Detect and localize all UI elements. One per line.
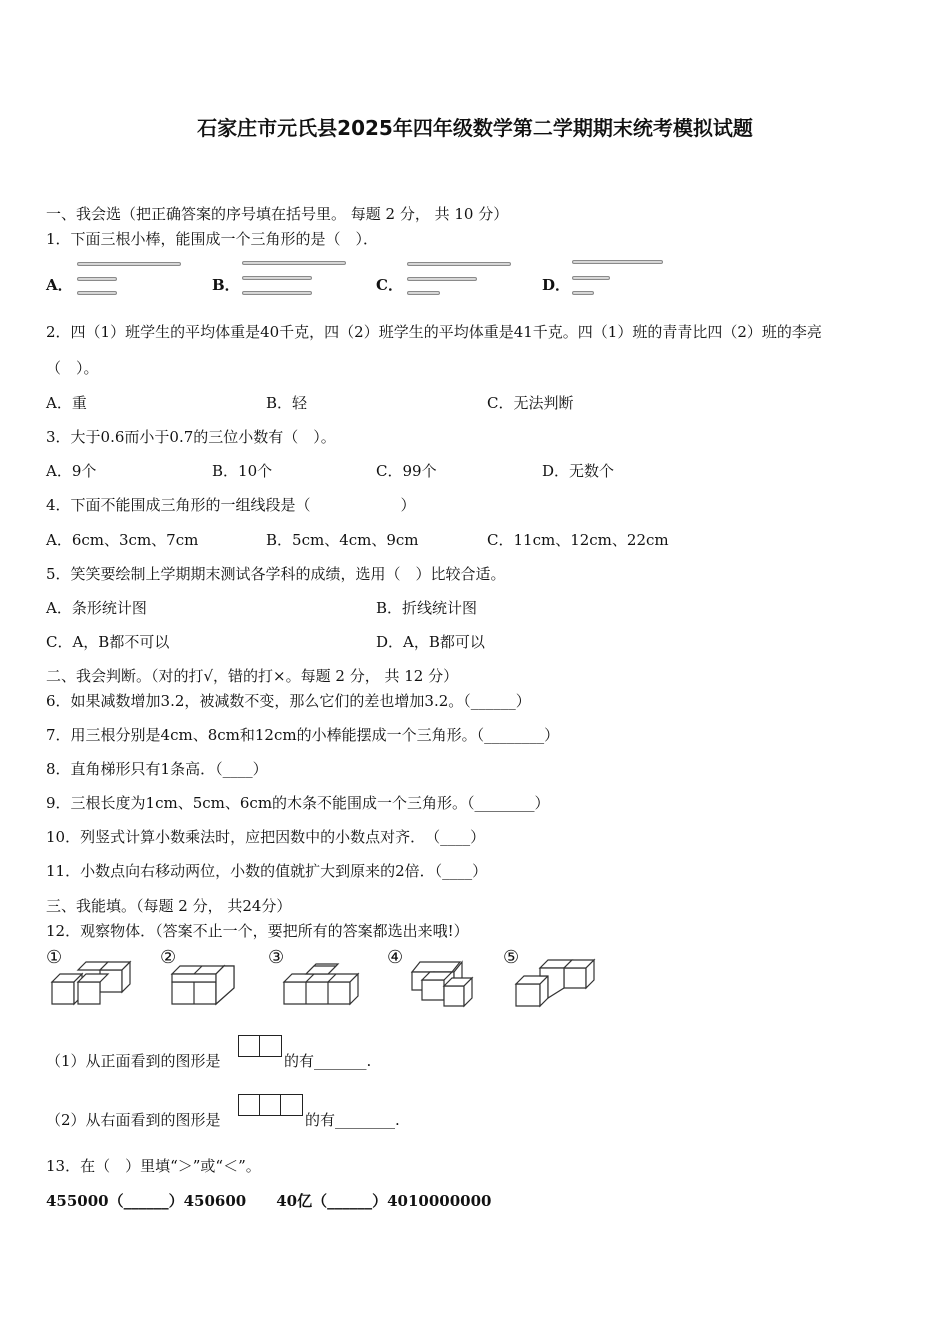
q12-sub2-suffix: 的有________. — [305, 1111, 400, 1129]
section1-heading: 一、我会选（把正确答案的序号填在括号里。 每题 2 分， 共 10 分） — [46, 205, 509, 223]
q2-option-c: C．无法判断 — [487, 394, 574, 412]
q2-option-b: B．轻 — [266, 394, 308, 412]
question-12: 12．观察物体．（答案不止一个，要把所有的答案都选出来哦!） — [46, 922, 469, 940]
q4-option-c: C．11cm、12cm、22cm — [487, 531, 669, 549]
q3-option-c: C．99个 — [376, 462, 437, 480]
section3-heading: 三、我能填。（每题 2 分， 共24分） — [46, 897, 292, 915]
question-13: 13．在（ ）里填“＞”或“＜”。 — [46, 1157, 261, 1175]
q5-option-d: D．A，B都可以 — [376, 633, 485, 651]
cube-figure-1 — [52, 962, 130, 1004]
figure-label-2: ② — [160, 947, 177, 968]
q12-sub1-suffix: 的有_______. — [284, 1052, 372, 1070]
q3-option-d: D．无数个 — [542, 462, 615, 480]
figure-label-1: ① — [46, 947, 63, 968]
question-11: 11．小数点向右移动两位，小数的值就扩大到原来的2倍．（____） — [46, 862, 488, 880]
page-title: 石家庄市元氏县2025年四年级数学第二学期期末统考模拟试题 — [197, 116, 753, 140]
q1-option-d: D． — [542, 276, 571, 294]
q12-sub2-prefix: （2）从右面看到的图形是 — [46, 1111, 221, 1129]
question-1: 1．下面三根小棒，能围成一个三角形的是（ ）． — [46, 230, 379, 248]
three-square-figure — [238, 1094, 303, 1116]
q5-option-a: A．条形统计图 — [46, 599, 147, 617]
question-13-line: 455000（______）450600 40亿（______）4010000000 — [46, 1192, 492, 1210]
cube-figure-3 — [284, 964, 358, 1004]
question-6: 6．如果减数增加3.2，被减数不变，那么它们的差也增加3.2。（______） — [46, 692, 531, 710]
question-5: 5．笑笑要绘制上学期期末测试各学科的成绩，选用（ ）比较合适。 — [46, 565, 506, 583]
question-8: 8．直角梯形只有1条高．（____） — [46, 760, 268, 778]
cube-figure-4 — [412, 962, 472, 1006]
figure-label-3: ③ — [268, 947, 285, 968]
q1-option-c: C． — [376, 276, 403, 294]
q1-option-b: B． — [212, 276, 240, 294]
q12-sub1-prefix: （1）从正面看到的图形是 — [46, 1052, 221, 1070]
cube-figures — [40, 950, 600, 1014]
q3-option-b: B．10个 — [212, 462, 273, 480]
cube-figure-5 — [516, 960, 594, 1006]
section2-heading: 二、我会判断。（对的打√，错的打×。每题 2 分， 共 12 分） — [46, 667, 459, 685]
question-7: 7．用三根分别是4cm、8cm和12cm的小棒能摆成一个三角形。（________） — [46, 726, 560, 744]
cube-figure-2 — [172, 966, 234, 1004]
question-2: 2．四（1）班学生的平均体重是40千克，四（2）班学生的平均体重是41千克。四（1）班的青青比四（2）班的李亮 — [46, 323, 822, 341]
question-4: 4．下面不能围成三角形的一组线段是（ ） — [46, 496, 416, 514]
figure-label-4: ④ — [387, 947, 404, 968]
q1-option-a: A． — [46, 276, 73, 294]
q4-option-a: A．6cm、3cm、7cm — [46, 531, 199, 549]
question-3: 3．大于0.6而小于0.7的三位小数有（ ）。 — [46, 428, 336, 446]
q3-option-a: A．9个 — [46, 462, 97, 480]
question-9: 9．三根长度为1cm、5cm、6cm的木条不能围成一个三角形。（________） — [46, 794, 550, 812]
figure-label-5: ⑤ — [503, 947, 520, 968]
q4-option-b: B．5cm、4cm、9cm — [266, 531, 419, 549]
question-2-cont: （ ）。 — [46, 359, 99, 377]
q5-option-b: B．折线统计图 — [376, 599, 478, 617]
question-10: 10．列竖式计算小数乘法时，应把因数中的小数点对齐． （____） — [46, 828, 486, 846]
q2-option-a: A．重 — [46, 394, 87, 412]
two-square-figure — [238, 1035, 282, 1057]
q5-option-c: C．A，B都不可以 — [46, 633, 170, 651]
